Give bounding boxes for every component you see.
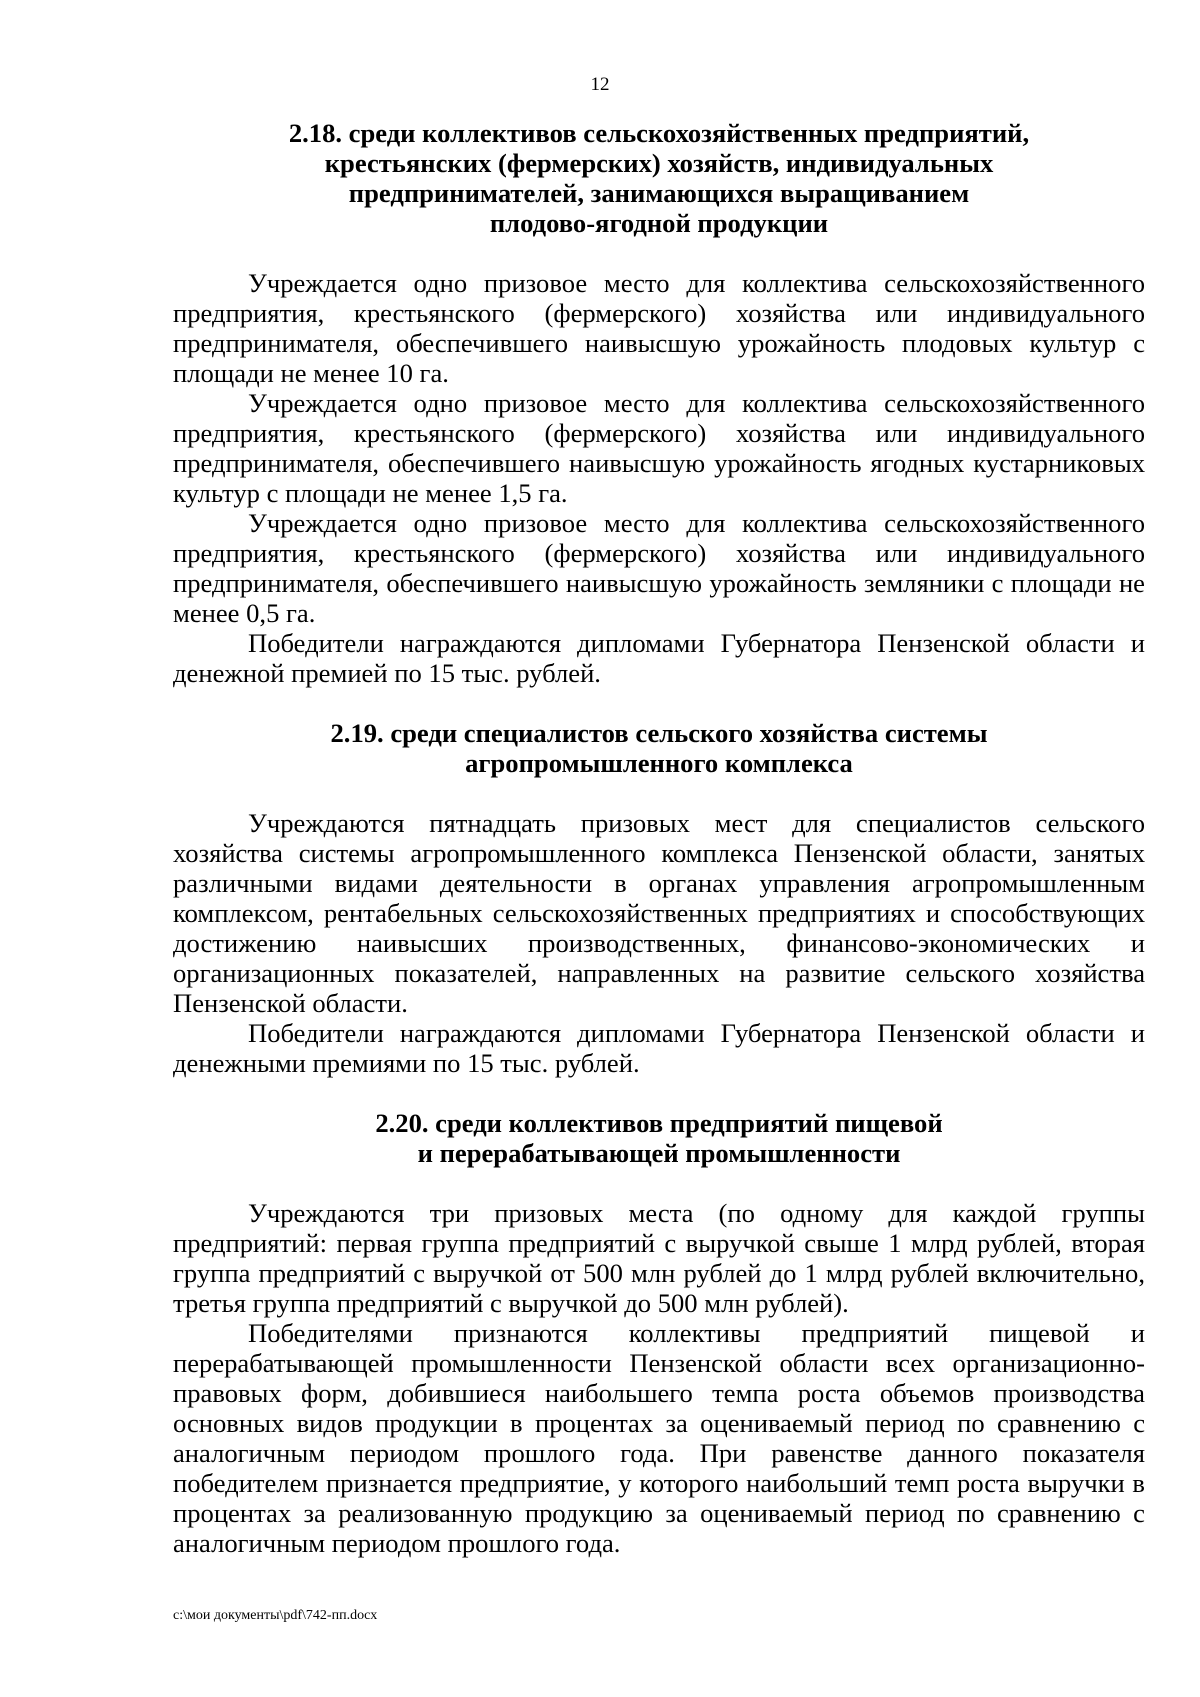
section-heading: [173, 1108, 1145, 1168]
heading-line: 2.19. среди специалистов сельского хозяйства системы: [330, 718, 988, 748]
document-body: [173, 118, 1145, 1558]
paragraph: Победители награждаются дипломами Губернатора Пензенской области и денежной премией по 15 тыс. рублей.: [173, 628, 1145, 688]
paragraph: Победители награждаются дипломами Губернатора Пензенской области и денежными премиями по 15 тыс. рублей.: [173, 1018, 1145, 1078]
heading-line: и перерабатывающей промышленности: [417, 1138, 901, 1168]
paragraph: Учреждается одно призовое место для коллектива сельскохозяйственного предприятия, крестьянского (фермерского) хозяйства или индивидуального предпринимателя, обеспечившего наивысшую урожайность земляники с площади не менее 0,5 га.: [173, 508, 1145, 628]
section-2-18: [173, 118, 1145, 688]
heading-line: 2.20. среди коллективов предприятий пищевой: [375, 1108, 943, 1138]
section-heading: [173, 718, 1145, 778]
file-path-footer: c:\мои документы\pdf\742-пп.docx: [173, 1608, 378, 1623]
page-number: 12: [590, 74, 610, 95]
paragraph: Учреждаются пятнадцать призовых мест для специалистов сельского хозяйства системы агропромышленного комплекса Пензенской области, занятых различными видами деятельности в органах управления агропромышленным комплексом, рентабельных сельскохозяйственных предприятиях и способствующих достижению наивысших производственных, финансово-экономических и организационных показателей, направленных на развитие сельского хозяйства Пензенской области.: [173, 808, 1145, 1018]
paragraph: Учреждаются три призовых места (по одному для каждой группы предприятий: первая группа предприятий с выручкой свыше 1 млрд рублей, вторая группа предприятий с выручкой от 500 млн рублей до 1 млрд рублей включительно, третья группа предприятий с выручкой до 500 млн рублей).: [173, 1198, 1145, 1318]
paragraph: Победителями признаются коллективы предприятий пищевой и перерабатывающей промышленности Пензенской области всех организационно-правовых форм, добившиеся наибольшего темпа роста объемов производства основных видов продукции в процентах за оцениваемый период по сравнению с аналогичным периодом прошлого года. При равенстве данного показателя победителем признается предприятие, у которого наибольший темп роста выручки в процентах за реализованную продукцию за оцениваемый период по сравнению с аналогичным периодом прошлого года.: [173, 1318, 1145, 1558]
heading-line: 2.18. среди коллективов сельскохозяйственных предприятий,: [288, 118, 1030, 148]
paragraph: Учреждается одно призовое место для коллектива сельскохозяйственного предприятия, крестьянского (фермерского) хозяйства или индивидуального предпринимателя, обеспечившего наивысшую урожайность плодовых культур с площади не менее 10 га.: [173, 268, 1145, 388]
paragraph: Учреждается одно призовое место для коллектива сельскохозяйственного предприятия, крестьянского (фермерского) хозяйства или индивидуального предпринимателя, обеспечившего наивысшую урожайность ягодных кустарниковых культур с площади не менее 1,5 га.: [173, 388, 1145, 508]
heading-line: крестьянских (фермерских) хозяйств, индивидуальных: [324, 148, 994, 178]
heading-line: агропромышленного комплекса: [465, 748, 853, 778]
section-heading: [173, 118, 1145, 238]
heading-line: плодово-ягодной продукции: [489, 208, 829, 238]
section-2-19: [173, 718, 1145, 1078]
section-2-20: [173, 1108, 1145, 1558]
heading-line: предпринимателей, занимающихся выращиванием: [348, 178, 970, 208]
